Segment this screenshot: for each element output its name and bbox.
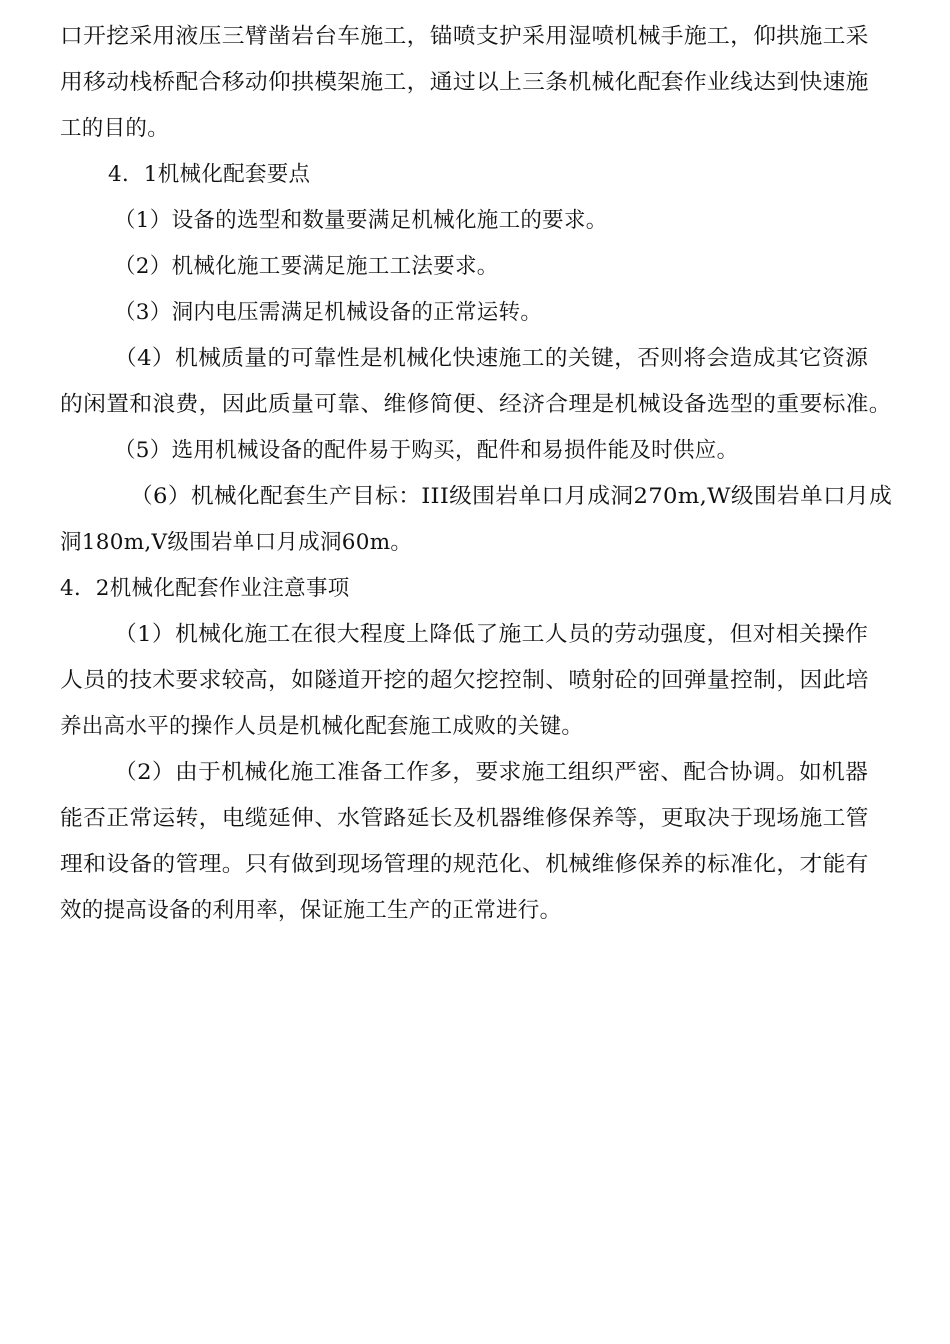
note-1-line-2: 人员的技术要求较高，如隧道开挖的超欠挖控制、喷射砼的回弹量控制，因此培 xyxy=(60,668,869,693)
text-line-1: 口开挖采用液压三臂凿岩台车施工，锚喷支护采用湿喷机械手施工，仰拱施工采 xyxy=(60,24,869,49)
section-heading-4-1: 4．1机械化配套要点 xyxy=(108,162,311,187)
list-item-5: （5）选用机械设备的配件易于购买，配件和易损件能及时供应。 xyxy=(114,438,739,463)
list-item-4-line-2: 的闲置和浪费，因此质量可靠、维修简便、经济合理是机械设备选型的重要标准。 xyxy=(60,392,892,417)
note-2-line-1: （2）由于机械化施工准备工作多，要求施工组织严密、配合协调。如机器 xyxy=(114,760,869,785)
list-item-2: （2）机械化施工要满足施工工法要求。 xyxy=(114,254,499,279)
list-item-3: （3）洞内电压需满足机械设备的正常运转。 xyxy=(114,300,543,325)
note-1-line-1: （1）机械化施工在很大程度上降低了施工人员的劳动强度，但对相关操作 xyxy=(114,622,869,647)
note-2-line-3: 理和设备的管理。只有做到现场管理的规范化、机械维修保养的标准化，才能有 xyxy=(60,852,869,877)
list-item-1: （1）设备的选型和数量要满足机械化施工的要求。 xyxy=(114,208,608,233)
list-item-6-line-2: 洞180m,V级围岩单口月成洞60m。 xyxy=(60,530,413,555)
section-heading-4-2: 4．2机械化配套作业注意事项 xyxy=(60,576,350,601)
note-2-line-4: 效的提高设备的利用率，保证施工生产的正常进行。 xyxy=(60,898,562,923)
text-line-3: 工的目的。 xyxy=(60,116,170,141)
note-2-line-2: 能否正常运转，电缆延伸、水管路延长及机器维修保养等，更取决于现场施工管 xyxy=(60,806,869,831)
list-item-6-line-1: （6）机械化配套生产目标：III级围岩单口月成洞270m,W级围岩单口月成 xyxy=(130,484,893,509)
text-line-2: 用移动栈桥配合移动仰拱模架施工，通过以上三条机械化配套作业线达到快速施 xyxy=(60,70,869,95)
note-1-line-3: 养出高水平的操作人员是机械化配套施工成败的关键。 xyxy=(60,714,584,739)
list-item-4-line-1: （4）机械质量的可靠性是机械化快速施工的关键，否则将会造成其它资源 xyxy=(114,346,869,371)
